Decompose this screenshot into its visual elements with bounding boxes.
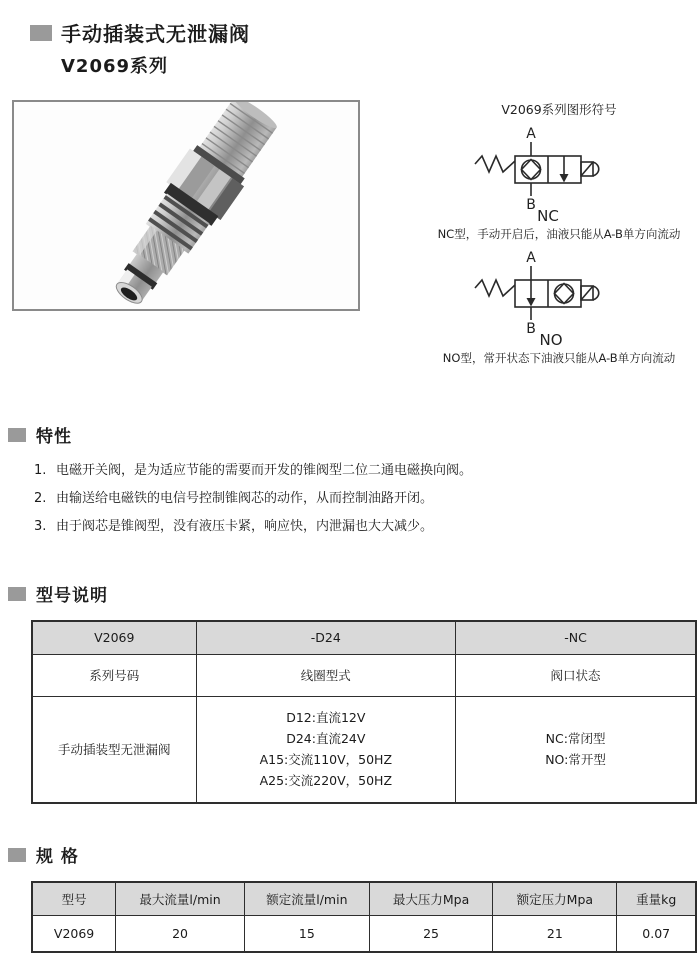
model-code-coil: -D24 [196, 621, 456, 654]
model-detail-coil [196, 696, 456, 803]
features-heading-row [8, 422, 700, 447]
doc-header [0, 0, 700, 78]
no-caption: NO型，常开状态下油液只能从A-B单方向流动 [442, 351, 676, 365]
table-row [32, 915, 696, 952]
section-marker-icon [30, 25, 52, 41]
feature-number: 2. [34, 491, 47, 506]
spec-header-ratedflow: 额定流量l/min [244, 882, 369, 915]
nc-valve-symbol [469, 126, 649, 224]
model-label-port: 阀口状态 [456, 654, 696, 696]
nc-port-a-label: A [526, 126, 536, 142]
coil-option: D24:直流24V [286, 731, 366, 747]
feature-text: 由输送给电磁铁的电信号控制锥阀芯的动作，从而控制油路开闭。 [56, 491, 434, 506]
spec-header-maxpressure: 最大压力Mpa [369, 882, 493, 915]
feature-number: 1. [34, 463, 47, 478]
page-title: 手动插装式无泄漏阀 [61, 22, 250, 46]
coil-option: A15:交流110V，50HZ [259, 752, 393, 768]
table-row [32, 696, 696, 803]
model-label-series: 系列号码 [32, 654, 196, 696]
model-heading: 型号说明 [36, 586, 108, 606]
symbol-column [418, 100, 700, 374]
page-subtitle: V2069系列 [61, 56, 169, 77]
section-marker-icon [8, 848, 26, 862]
feature-list [34, 457, 700, 541]
no-valve-symbol [469, 250, 649, 348]
table-row [32, 621, 696, 654]
port-option: NO:常开型 [545, 752, 606, 768]
symbol-title: V2069系列图形符号 [501, 102, 617, 117]
model-heading-row [8, 581, 700, 606]
nc-port-b-label: B [526, 197, 536, 213]
port-option: NC:常闭型 [545, 731, 606, 747]
nc-caption: NC型，手动开启后，油液只能从A-B单方向流动 [437, 227, 681, 241]
model-detail-series: 手动插装型无泄漏阀 [32, 696, 196, 803]
spec-value-model: V2069 [32, 915, 116, 952]
specs-heading: 规 格 [36, 847, 79, 867]
coil-option: A25:交流220V，50HZ [259, 773, 393, 789]
spec-value-maxpressure: 25 [369, 915, 493, 952]
feature-number: 3. [34, 519, 47, 534]
section-marker-icon [8, 587, 26, 601]
spec-value-ratedflow: 15 [244, 915, 369, 952]
top-section [0, 100, 700, 374]
feature-text: 电磁开关阀，是为适应节能的需要而开发的锥阀型二位二通电磁换向阀。 [56, 463, 473, 478]
model-detail-port [456, 696, 696, 803]
spec-value-maxflow: 20 [116, 915, 245, 952]
model-label-coil: 线圈型式 [196, 654, 456, 696]
spec-header-ratedpressure: 额定压力Mpa [493, 882, 617, 915]
model-code-port: -NC [456, 621, 696, 654]
product-photo-illustration [14, 102, 358, 309]
coil-option: D12:直流12V [286, 710, 366, 726]
spec-header-maxflow: 最大流量l/min [116, 882, 245, 915]
list-item [34, 485, 700, 513]
features-section [0, 422, 700, 541]
feature-text: 由于阀芯是锥阀型，没有液压卡紧，响应快，内泄漏也大大减少。 [56, 519, 434, 534]
spec-value-weight: 0.07 [617, 915, 696, 952]
spec-header-model: 型号 [32, 882, 116, 915]
no-port-b-label: B [526, 321, 536, 337]
model-code-series: V2069 [32, 621, 196, 654]
no-port-a-label: A [526, 250, 536, 266]
model-table [31, 620, 697, 804]
specs-table [31, 881, 697, 953]
no-state-label: NO [539, 331, 563, 348]
model-section [0, 581, 700, 804]
spec-header-weight: 重量kg [617, 882, 696, 915]
specs-section [0, 842, 700, 953]
features-heading: 特性 [36, 427, 72, 447]
list-item [34, 457, 700, 485]
nc-state-label: NC [537, 207, 559, 224]
title-row [30, 18, 700, 47]
list-item [34, 513, 700, 541]
spec-value-ratedpressure: 21 [493, 915, 617, 952]
table-row [32, 882, 696, 915]
specs-heading-row [8, 842, 700, 867]
table-row [32, 654, 696, 696]
section-marker-icon [8, 428, 26, 442]
product-photo-frame [12, 100, 360, 311]
